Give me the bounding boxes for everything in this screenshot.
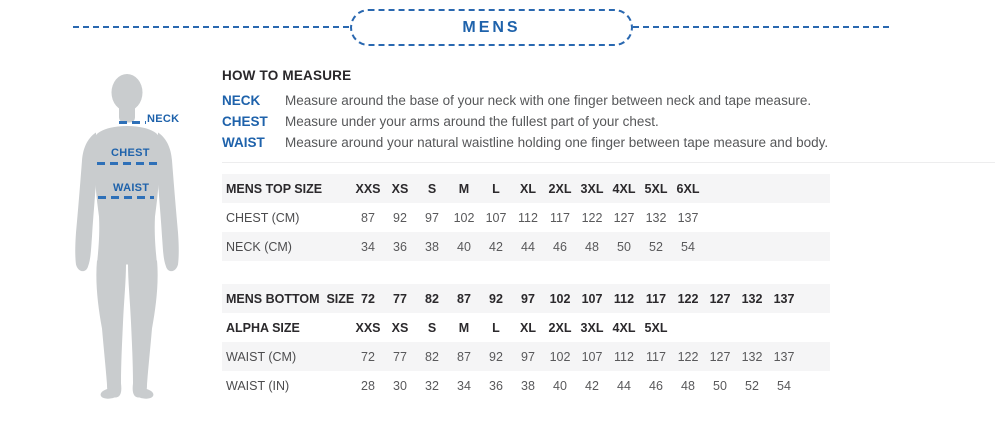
size-value-cell: 38 bbox=[521, 378, 535, 393]
size-value-cell: 77 bbox=[393, 291, 407, 306]
size-value-cell: 107 bbox=[581, 349, 603, 364]
size-value-cell: XS bbox=[391, 181, 409, 196]
size-value-cell: 117 bbox=[645, 291, 667, 306]
size-value-cell: XL bbox=[520, 320, 536, 335]
figure-chest-label: CHEST bbox=[111, 147, 150, 159]
size-value-cell: 2XL bbox=[548, 181, 572, 196]
size-value-cell: 34 bbox=[361, 239, 375, 254]
mens-bottom-size-table bbox=[222, 284, 830, 400]
size-value-cell: 46 bbox=[649, 378, 663, 393]
waist-label: WAIST bbox=[222, 135, 265, 150]
size-value-cell: 34 bbox=[457, 378, 471, 393]
figure-neck-label: NECK bbox=[147, 113, 180, 125]
size-value-cell: 44 bbox=[617, 378, 631, 393]
size-value-cell: 82 bbox=[425, 349, 439, 364]
size-value-cell: 112 bbox=[518, 210, 538, 225]
body-measurement-figure bbox=[65, 56, 191, 404]
body-silhouette bbox=[65, 56, 189, 402]
size-value-cell: 36 bbox=[393, 239, 407, 254]
size-value-cell: 107 bbox=[485, 210, 507, 225]
size-value-cell: 30 bbox=[393, 378, 407, 393]
size-value-cell: 92 bbox=[489, 291, 503, 306]
size-value-cell: 127 bbox=[709, 349, 731, 364]
header-dashed-line-left bbox=[73, 26, 350, 28]
size-value-cell: 92 bbox=[489, 349, 503, 364]
size-value-cell: 107 bbox=[581, 291, 603, 306]
table-header-row bbox=[222, 174, 830, 203]
measure-instruction-neck bbox=[222, 90, 995, 111]
chest-label: CHEST bbox=[222, 114, 268, 129]
size-value-cell: 97 bbox=[521, 349, 535, 364]
size-value-cell: 97 bbox=[425, 210, 439, 225]
size-value-cell: 4XL bbox=[612, 320, 636, 335]
size-value-cell: 3XL bbox=[580, 181, 604, 196]
size-value-cell: 117 bbox=[550, 210, 570, 225]
size-value-cell: 132 bbox=[741, 349, 763, 364]
neck-label: NECK bbox=[222, 93, 261, 108]
size-value-cell: XXS bbox=[355, 320, 381, 335]
size-value-cell: XXS bbox=[355, 181, 381, 196]
size-value-cell: 122 bbox=[677, 349, 699, 364]
size-value-cell: M bbox=[458, 320, 470, 335]
size-value-cell: M bbox=[458, 181, 470, 196]
mens-top-size-table bbox=[222, 174, 830, 261]
how-to-measure-title: HOW TO MEASURE bbox=[222, 68, 352, 83]
size-value-cell: 52 bbox=[649, 239, 663, 254]
size-value-cell: 42 bbox=[489, 239, 503, 254]
size-value-cell: 50 bbox=[617, 239, 631, 254]
size-value-cell: 54 bbox=[777, 378, 791, 393]
size-value-cell: 3XL bbox=[580, 320, 604, 335]
size-value-cell: 42 bbox=[585, 378, 599, 393]
size-guide-content bbox=[222, 68, 995, 400]
header-dashed-line-right bbox=[633, 26, 893, 28]
size-value-cell: 2XL bbox=[548, 320, 572, 335]
size-value-cell: 112 bbox=[613, 291, 635, 306]
size-value-cell: 38 bbox=[425, 239, 439, 254]
size-value-cell: 6XL bbox=[676, 181, 700, 196]
size-value-cell: XL bbox=[520, 181, 536, 196]
size-value-cell: 87 bbox=[361, 210, 375, 225]
waist-instruction: Measure around your natural waistline holding one finger between tape measure and body. bbox=[285, 135, 829, 150]
table-row bbox=[222, 342, 830, 371]
size-value-cell: L bbox=[492, 320, 500, 335]
row-label: WAIST (CM) bbox=[226, 349, 297, 364]
size-value-cell: 46 bbox=[553, 239, 567, 254]
figure-waist-label: WAIST bbox=[113, 182, 150, 194]
row-label: CHEST (CM) bbox=[226, 210, 300, 225]
size-value-cell: 40 bbox=[457, 239, 471, 254]
row-label: ALPHA SIZE bbox=[226, 320, 300, 335]
size-value-cell: 77 bbox=[393, 349, 407, 364]
size-value-cell: L bbox=[492, 181, 500, 196]
size-value-cell: 48 bbox=[681, 378, 695, 393]
measure-instruction-waist bbox=[222, 132, 995, 153]
measure-instruction-chest bbox=[222, 111, 995, 132]
size-value-cell: 102 bbox=[453, 210, 475, 225]
chest-measure-line bbox=[97, 162, 159, 165]
size-value-cell: 92 bbox=[393, 210, 407, 225]
size-value-cell: 132 bbox=[741, 291, 763, 306]
size-value-cell: 82 bbox=[425, 291, 439, 306]
row-label: NECK (CM) bbox=[226, 239, 292, 254]
waist-measure-line bbox=[98, 196, 154, 199]
size-value-cell: 50 bbox=[713, 378, 727, 393]
table-row bbox=[222, 313, 830, 342]
size-value-cell: 4XL bbox=[612, 181, 636, 196]
neck-measure-line bbox=[119, 121, 146, 124]
size-value-cell: 122 bbox=[677, 291, 699, 306]
size-value-cell: 40 bbox=[553, 378, 567, 393]
size-value-cell: 97 bbox=[521, 291, 535, 306]
mens-section-pill bbox=[350, 9, 633, 46]
size-value-cell: 122 bbox=[581, 210, 603, 225]
size-value-cell: 102 bbox=[549, 291, 571, 306]
row-label: MENS BOTTOM SIZE bbox=[226, 291, 355, 306]
size-value-cell: 44 bbox=[521, 239, 535, 254]
size-value-cell: 112 bbox=[614, 349, 634, 364]
divider-line bbox=[222, 162, 995, 163]
size-value-cell: 5XL bbox=[644, 320, 668, 335]
size-value-cell: 5XL bbox=[644, 181, 668, 196]
table-row bbox=[222, 203, 830, 232]
size-value-cell: 117 bbox=[646, 349, 666, 364]
size-value-cell: 127 bbox=[709, 291, 731, 306]
size-value-cell: 28 bbox=[361, 378, 375, 393]
size-value-cell: 137 bbox=[773, 291, 795, 306]
size-value-cell: 137 bbox=[677, 210, 699, 225]
size-value-cell: 132 bbox=[645, 210, 667, 225]
size-value-cell: 102 bbox=[549, 349, 571, 364]
table-header-row bbox=[222, 284, 830, 313]
size-value-cell: 72 bbox=[361, 291, 375, 306]
size-value-cell: 87 bbox=[457, 291, 471, 306]
row-label: MENS TOP SIZE bbox=[226, 181, 323, 196]
size-value-cell: 127 bbox=[613, 210, 635, 225]
table-row bbox=[222, 232, 830, 261]
table-row bbox=[222, 371, 830, 400]
size-value-cell: 54 bbox=[681, 239, 695, 254]
size-value-cell: 137 bbox=[773, 349, 795, 364]
size-value-cell: S bbox=[427, 320, 437, 335]
size-value-cell: XS bbox=[391, 320, 409, 335]
size-value-cell: 87 bbox=[457, 349, 471, 364]
size-value-cell: 32 bbox=[425, 378, 439, 393]
size-value-cell: 48 bbox=[585, 239, 599, 254]
row-label: WAIST (IN) bbox=[226, 378, 290, 393]
size-value-cell: 72 bbox=[361, 349, 375, 364]
size-value-cell: S bbox=[427, 181, 437, 196]
size-value-cell: 52 bbox=[745, 378, 759, 393]
neck-instruction: Measure around the base of your neck with one finger between neck and tape measure. bbox=[285, 93, 812, 108]
chest-instruction: Measure under your arms around the fullest part of your chest. bbox=[285, 114, 659, 129]
size-value-cell: 36 bbox=[489, 378, 503, 393]
section-title: MENS bbox=[462, 18, 521, 36]
